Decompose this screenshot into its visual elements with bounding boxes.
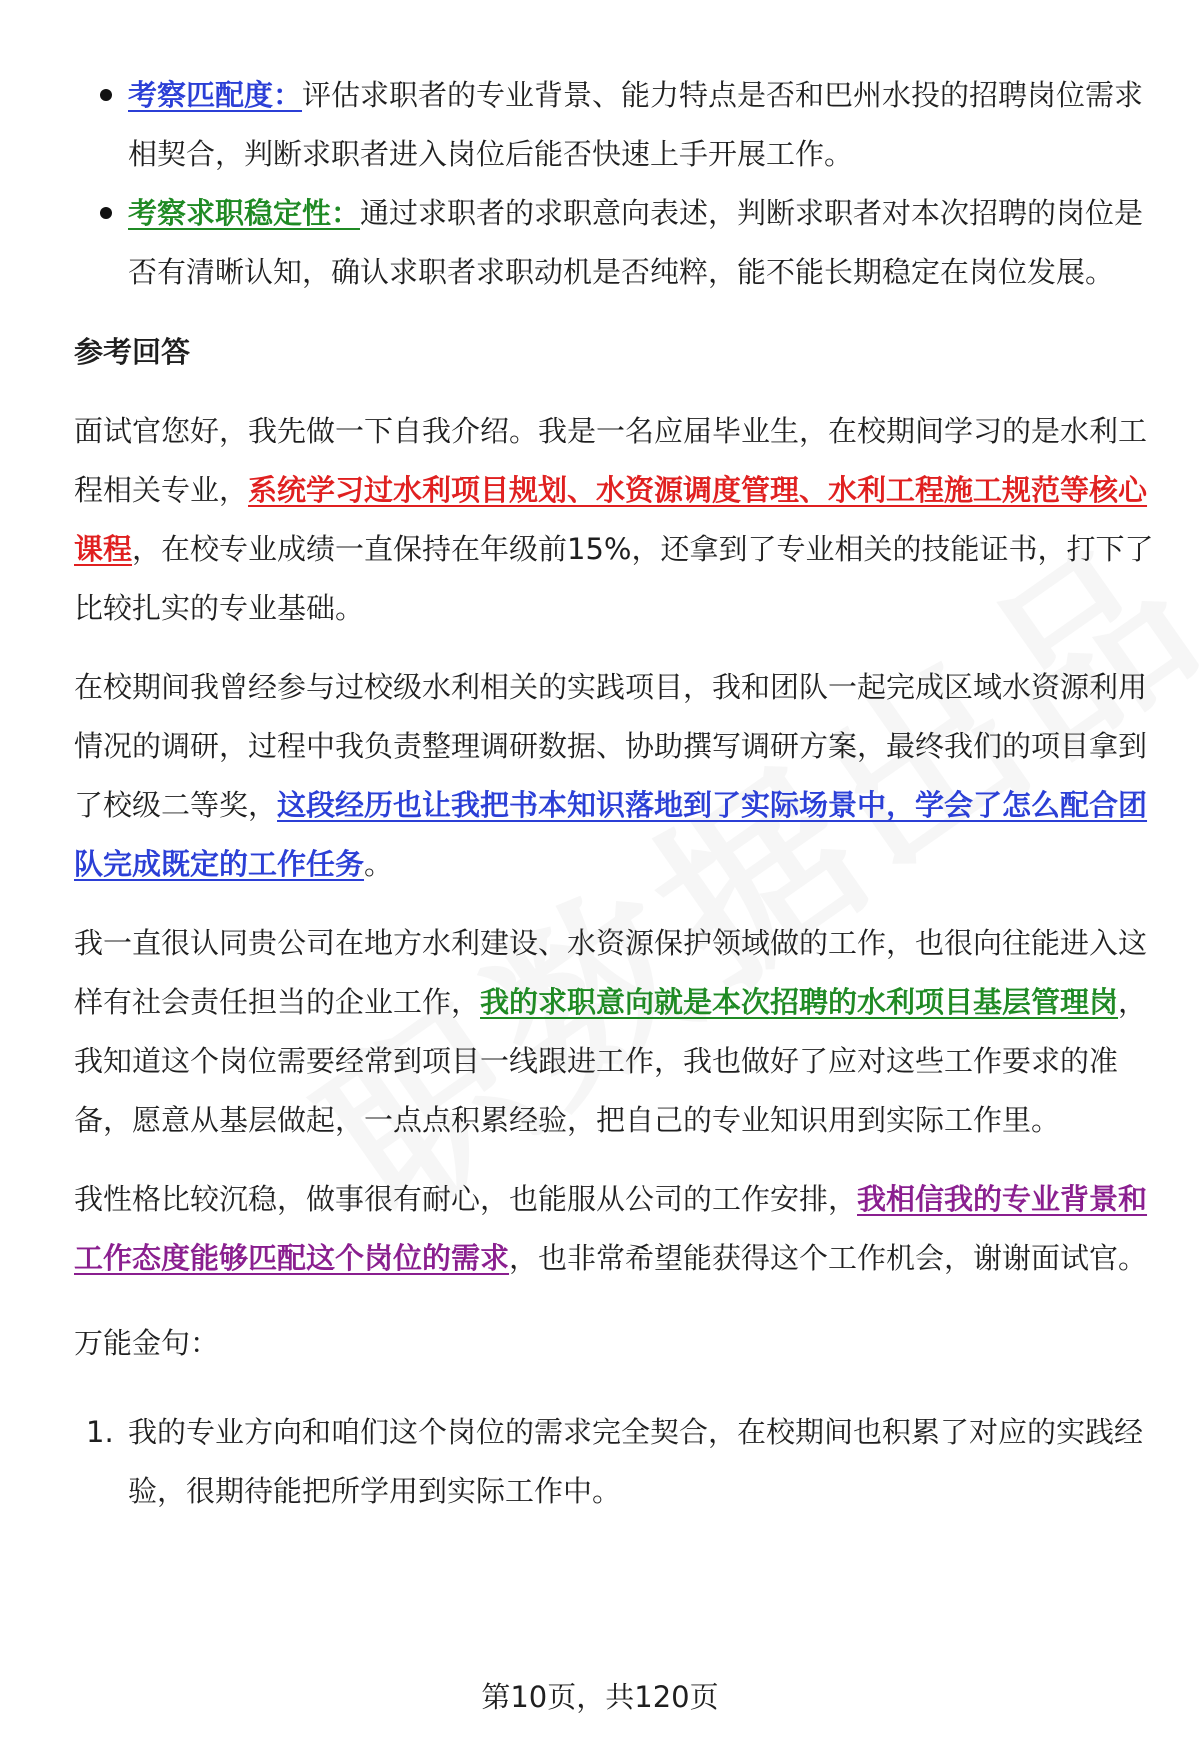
paragraph-text: ，我知道这个岗位需要经常到项目一线跟进工作，我也做好了应对这些工作要求的准备，愿意从基层做起，一点点积累经验，把自己的专业知识用到实际工作里。 <box>74 985 1148 1137</box>
page-footer: 第10页，共120页 <box>481 1680 719 1714</box>
paragraph-text: ，也非常希望能获得这个工作机会，谢谢面试官。 <box>509 1241 1148 1275</box>
highlight-text: 我的求职意向就是本次招聘的水利项目基层管理岗 <box>480 985 1119 1019</box>
answer-paragraph-closing <box>74 1170 1154 1288</box>
answer-paragraph-intention <box>74 914 1154 1150</box>
criteria-label: 考察匹配度： <box>128 78 303 112</box>
criteria-text: 通过求职者的求职意向表述，判断求职者对本次招聘的岗位是否有清晰认知，确认求职者求职动机是否纯粹，能不能长期稳定在岗位发展。 <box>128 196 1144 289</box>
criteria-item-stability <box>74 184 1154 302</box>
paragraph-text: 我性格比较沉稳，做事很有耐心，也能服从公司的工作安排， <box>74 1182 858 1216</box>
criteria-item-matching <box>74 66 1154 184</box>
paragraph-text: 面试官您好，我先做一下自我介绍。我是一名应届毕业生，在校期间学习的是水利工程相关专业， <box>74 414 1148 507</box>
criteria-list <box>74 66 1154 302</box>
answer-paragraph-intro <box>74 402 1154 638</box>
paragraph-text: 。 <box>364 847 394 881</box>
criteria-text: 评估求职者的专业背景、能力特点是否和巴州水投的招聘岗位需求相契合，判断求职者进入岗位后能否快速上手开展工作。 <box>128 78 1144 171</box>
bullet-icon <box>100 89 112 101</box>
golden-sentences-title: 万能金句： <box>74 1326 220 1360</box>
page-content <box>74 66 1154 1521</box>
criteria-label: 考察求职稳定性： <box>128 196 361 230</box>
paragraph-text: 在校期间我曾经参与过校级水利相关的实践项目，我和团队一起完成区域水资源利用情况的调研，过程中我负责整理调研数据、协助撰写调研方案，最终我们的项目拿到了校级二等奖， <box>74 670 1148 822</box>
highlight-text: 系统学习过水利项目规划、水资源调度管理、水利工程施工规范等核心课程 <box>74 473 1148 566</box>
highlight-text: 我相信我的专业背景和工作态度能够匹配这个岗位的需求 <box>74 1182 1148 1275</box>
golden-sentence-text: 我的专业方向和咱们这个岗位的需求完全契合，在校期间也积累了对应的实践经验，很期待能把所学用到实际工作中。 <box>128 1415 1144 1508</box>
highlight-text: 这段经历也让我把书本知识落地到了实际场景中，学会了怎么配合团队完成既定的工作任务 <box>74 788 1148 881</box>
list-number: 1. <box>86 1415 114 1449</box>
paragraph-text: ，在校专业成绩一直保持在年级前15%，还拿到了专业相关的技能证书，打下了比较扎实的专业基础。 <box>74 532 1154 625</box>
paragraph-text: 我一直很认同贵公司在地方水利建设、水资源保护领域做的工作，也很向往能进入这样有社会责任担当的企业工作， <box>74 926 1148 1019</box>
golden-sentences-list <box>74 1403 1154 1521</box>
reference-answer-title: 参考回答 <box>74 335 191 369</box>
bullet-icon <box>100 207 112 219</box>
answer-paragraph-practice <box>74 658 1154 894</box>
golden-sentence-item <box>74 1403 1154 1521</box>
